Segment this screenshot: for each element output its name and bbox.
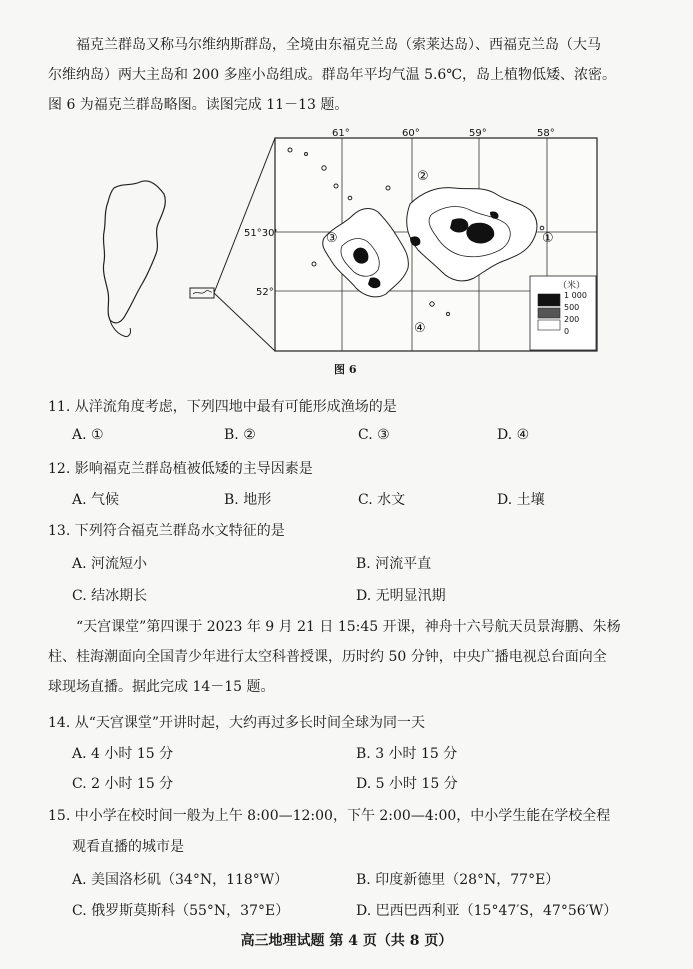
map-svg	[92, 128, 602, 358]
q12-option-d[interactable]: D. 土壤	[497, 492, 545, 508]
q12-option-c[interactable]: C. 水文	[358, 492, 406, 508]
lat-label-52: 52°	[256, 287, 274, 298]
lon-label-59: 59°	[469, 128, 487, 139]
lon-label-58: 58°	[537, 128, 555, 139]
passage-2-line-2: 柱、桂海潮面向全国青少年进行太空科普授课，历时约 50 分钟，中央广播电视总台面向全	[48, 649, 607, 665]
page-footer: 高三地理试题 第 4 页（共 8 页）	[240, 933, 453, 949]
question-13-stem: 13. 下列符合福克兰群岛水文特征的是	[48, 523, 285, 539]
q14-option-a[interactable]: A. 4 小时 15 分	[72, 746, 174, 762]
intro-paragraph	[48, 30, 668, 120]
question-11-stem: 11. 从洋流角度考虑，下列四地中最有可能形成渔场的是	[48, 399, 397, 415]
question-12-stem: 12. 影响福克兰群岛植被低矮的主导因素是	[48, 461, 313, 477]
q13-option-c[interactable]: C. 结冰期长	[72, 588, 148, 604]
q11-option-c[interactable]: C. ③	[358, 427, 390, 443]
question-14-stem: 14. 从“天宫课堂”开讲时起，大约再过多长时间全球为同一天	[48, 715, 426, 731]
q14-option-b[interactable]: B. 3 小时 15 分	[356, 746, 458, 762]
passage-2	[48, 612, 668, 702]
lat-label-51-30: 51°30'	[244, 228, 278, 239]
lon-label-60: 60°	[402, 128, 420, 139]
legend-level-500: 500	[564, 303, 580, 312]
q11-option-d[interactable]: D. ④	[497, 427, 530, 443]
q11-option-a[interactable]: A. ①	[72, 427, 104, 443]
site-label-2: ②	[417, 169, 429, 184]
site-label-4: ④	[414, 321, 426, 336]
q15-option-c[interactable]: C. 俄罗斯莫斯科（55°N，37°E）	[72, 903, 290, 919]
q14-option-c[interactable]: C. 2 小时 15 分	[72, 776, 174, 792]
q13-option-d[interactable]: D. 无明显汛期	[356, 588, 446, 604]
elevation-legend	[530, 276, 596, 350]
q15-option-b[interactable]: B. 印度新德里（28°N，77°E）	[356, 872, 560, 888]
site-label-1: ①	[542, 231, 554, 246]
q12-option-b[interactable]: B. 地形	[224, 492, 272, 508]
legend-level-0: 0	[564, 327, 570, 336]
question-15-stem-line-1: 15. 中小学在校时间一般为上午 8:00—12:00，下午 2:00—4:00，中小学生能在学校全程	[48, 808, 611, 824]
intro-line-1: 福克兰群岛又称马尔维纳斯群岛，全境由东福克兰岛（索莱达岛）、西福克兰岛（大马	[76, 37, 601, 53]
q15-option-a[interactable]: A. 美国洛杉矶（34°N，118°W）	[72, 872, 289, 888]
site-label-3: ③	[326, 231, 338, 246]
passage-2-line-3: 球现场直播。据此完成 14－15 题。	[48, 679, 275, 695]
q15-option-d[interactable]: D. 巴西巴西利亚（15°47′S，47°56′W）	[356, 903, 618, 919]
q13-option-b[interactable]: B. 河流平直	[356, 556, 432, 572]
intro-line-2: 尔维纳岛）两大主岛和 200 多座小岛组成。群岛年平均气温 5.6℃，岛上植物低矮、浓密。	[48, 67, 616, 83]
passage-2-line-1: “天宫课堂”第四课于 2023 年 9 月 21 日 15:45 开课，神舟十六号航天员景海鹏、朱杨	[76, 619, 621, 635]
q13-option-a[interactable]: A. 河流短小	[72, 556, 148, 572]
question-15-stem-line-2: 观看直播的城市是	[72, 839, 184, 855]
legend-unit: （米）	[558, 281, 586, 291]
legend-level-200: 200	[564, 315, 580, 324]
south-america-outline	[103, 181, 165, 323]
figure-6-map	[92, 128, 602, 358]
figure-caption: 图 6	[334, 363, 357, 376]
q11-option-b[interactable]: B. ②	[224, 427, 256, 443]
intro-line-3: 图 6 为福克兰群岛略图。读图完成 11－13 题。	[48, 97, 349, 113]
q14-option-d[interactable]: D. 5 小时 15 分	[356, 776, 458, 792]
lon-label-61: 61°	[332, 128, 350, 139]
q12-option-a[interactable]: A. 气候	[72, 492, 120, 508]
legend-level-1000: 1 000	[564, 291, 587, 300]
